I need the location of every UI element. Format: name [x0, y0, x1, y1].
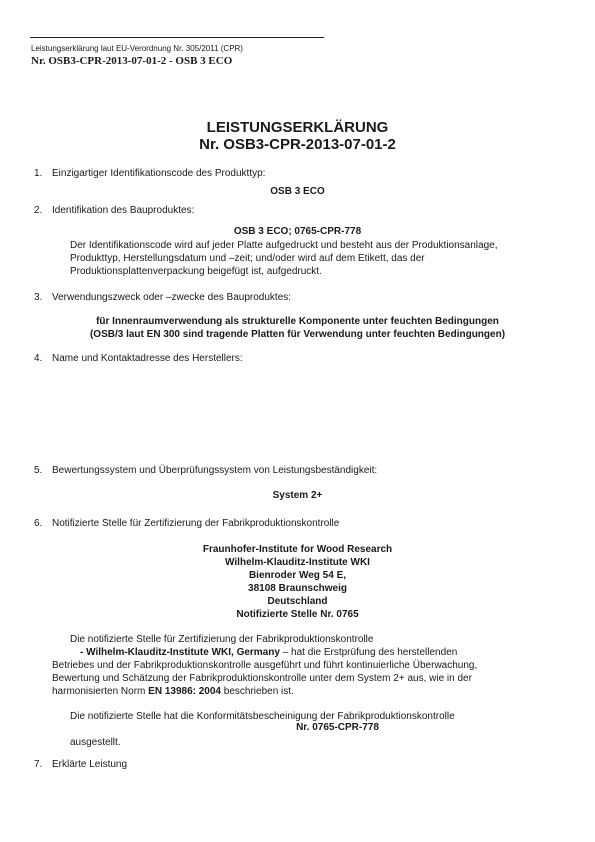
section-5-label: 5. Bewertungssystem und Überprüfungssystem von Leistungsbeständigkeit:: [34, 465, 378, 476]
section-3-value-2: (OSB/3 laut EN 300 sind tragende Platten für Verwendung unter feuchten Bedingungen): [89, 329, 506, 340]
header-rule: [30, 37, 324, 38]
section-4-label: 4. Name und Kontaktadresse des Herstellers:: [34, 353, 243, 364]
notified-body-country: Deutschland: [267, 596, 328, 607]
section-6-para-1-line-4: Bewertung und Schätzung der Fabrikproduktionskontrolle unter dem System 2+ aus, wie in der: [52, 673, 472, 684]
section-2-text-3: Produktionsplattenverpackung beigefügt ist, aufgedruckt.: [70, 266, 322, 277]
section-2-value: OSB 3 ECO; 0765-CPR-778: [233, 226, 362, 237]
notified-body-number: Notifizierte Stelle Nr. 0765: [236, 609, 359, 620]
section-3-value-1: für Innenraumverwendung als strukturelle Komponente unter feuchten Bedingungen: [96, 316, 499, 327]
section-6-para-1-line-2: - Wilhelm-Klauditz-Institute WKI, Germany – hat die Erstprüfung des herstellenden: [80, 647, 458, 658]
section-6-para-1-line-1: Die notifizierte Stelle für Zertifizierung der Fabrikproduktionskontrolle: [70, 634, 374, 645]
section-3-label: 3. Verwendungszweck oder –zwecke des Bauproduktes:: [34, 292, 292, 303]
section-2-text-1: Der Identifikationscode wird auf jeder Platte aufgedruckt und besteht aus der Produktionsanlage,: [70, 240, 498, 251]
notified-body-institute: Wilhelm-Klauditz-Institute WKI: [225, 557, 370, 568]
header-regulation: Leistungserklärung laut EU-Verordnung Nr. 305/2011 (CPR): [31, 44, 243, 53]
section-6-para-1-line-5: harmonisierten Norm EN 13986: 2004 beschrieben ist.: [52, 686, 294, 697]
section-7-label: 7. Erklärte Leistung: [34, 759, 128, 770]
section-1-value: OSB 3 ECO: [270, 186, 325, 197]
section-6-label: 6. Notifizierte Stelle für Zertifizierung der Fabrikproduktionskontrolle: [34, 518, 340, 529]
notified-body-street: Bienroder Weg 54 E,: [248, 570, 347, 581]
section-6-para-2-line-3: ausgestellt.: [70, 737, 121, 748]
notified-body-name: Fraunhofer-Institute for Wood Research: [202, 544, 393, 555]
header-document-number: Nr. OSB3-CPR-2013-07-01-2 - OSB 3 ECO: [31, 55, 233, 67]
notified-body-city: 38108 Braunschweig: [248, 583, 347, 594]
page-title: LEISTUNGSERKLÄRUNG: [206, 119, 389, 136]
section-1-label: 1. Einzigartiger Identifikationscode des Produkttyp:: [34, 168, 266, 179]
section-2-label: 2. Identifikation des Bauproduktes:: [34, 205, 195, 216]
certificate-number: Nr. 0765-CPR-778: [296, 722, 379, 733]
section-2-text-2: Produkttyp, Herstellungsdatum und –zeit; und/oder wird auf dem Etikett, das der: [70, 253, 425, 264]
section-6-para-2-line-1: Die notifizierte Stelle hat die Konformitätsbescheinigung der Fabrikproduktionskontrolle: [70, 711, 455, 722]
section-6-para-1-line-3: Betriebes und der Fabrikproduktionskontrolle ausgeführt und führt kontinuierliche Überwachung,: [52, 660, 478, 671]
page-subtitle: Nr. OSB3-CPR-2013-07-01-2: [199, 136, 396, 153]
section-5-value: System 2+: [272, 490, 323, 501]
